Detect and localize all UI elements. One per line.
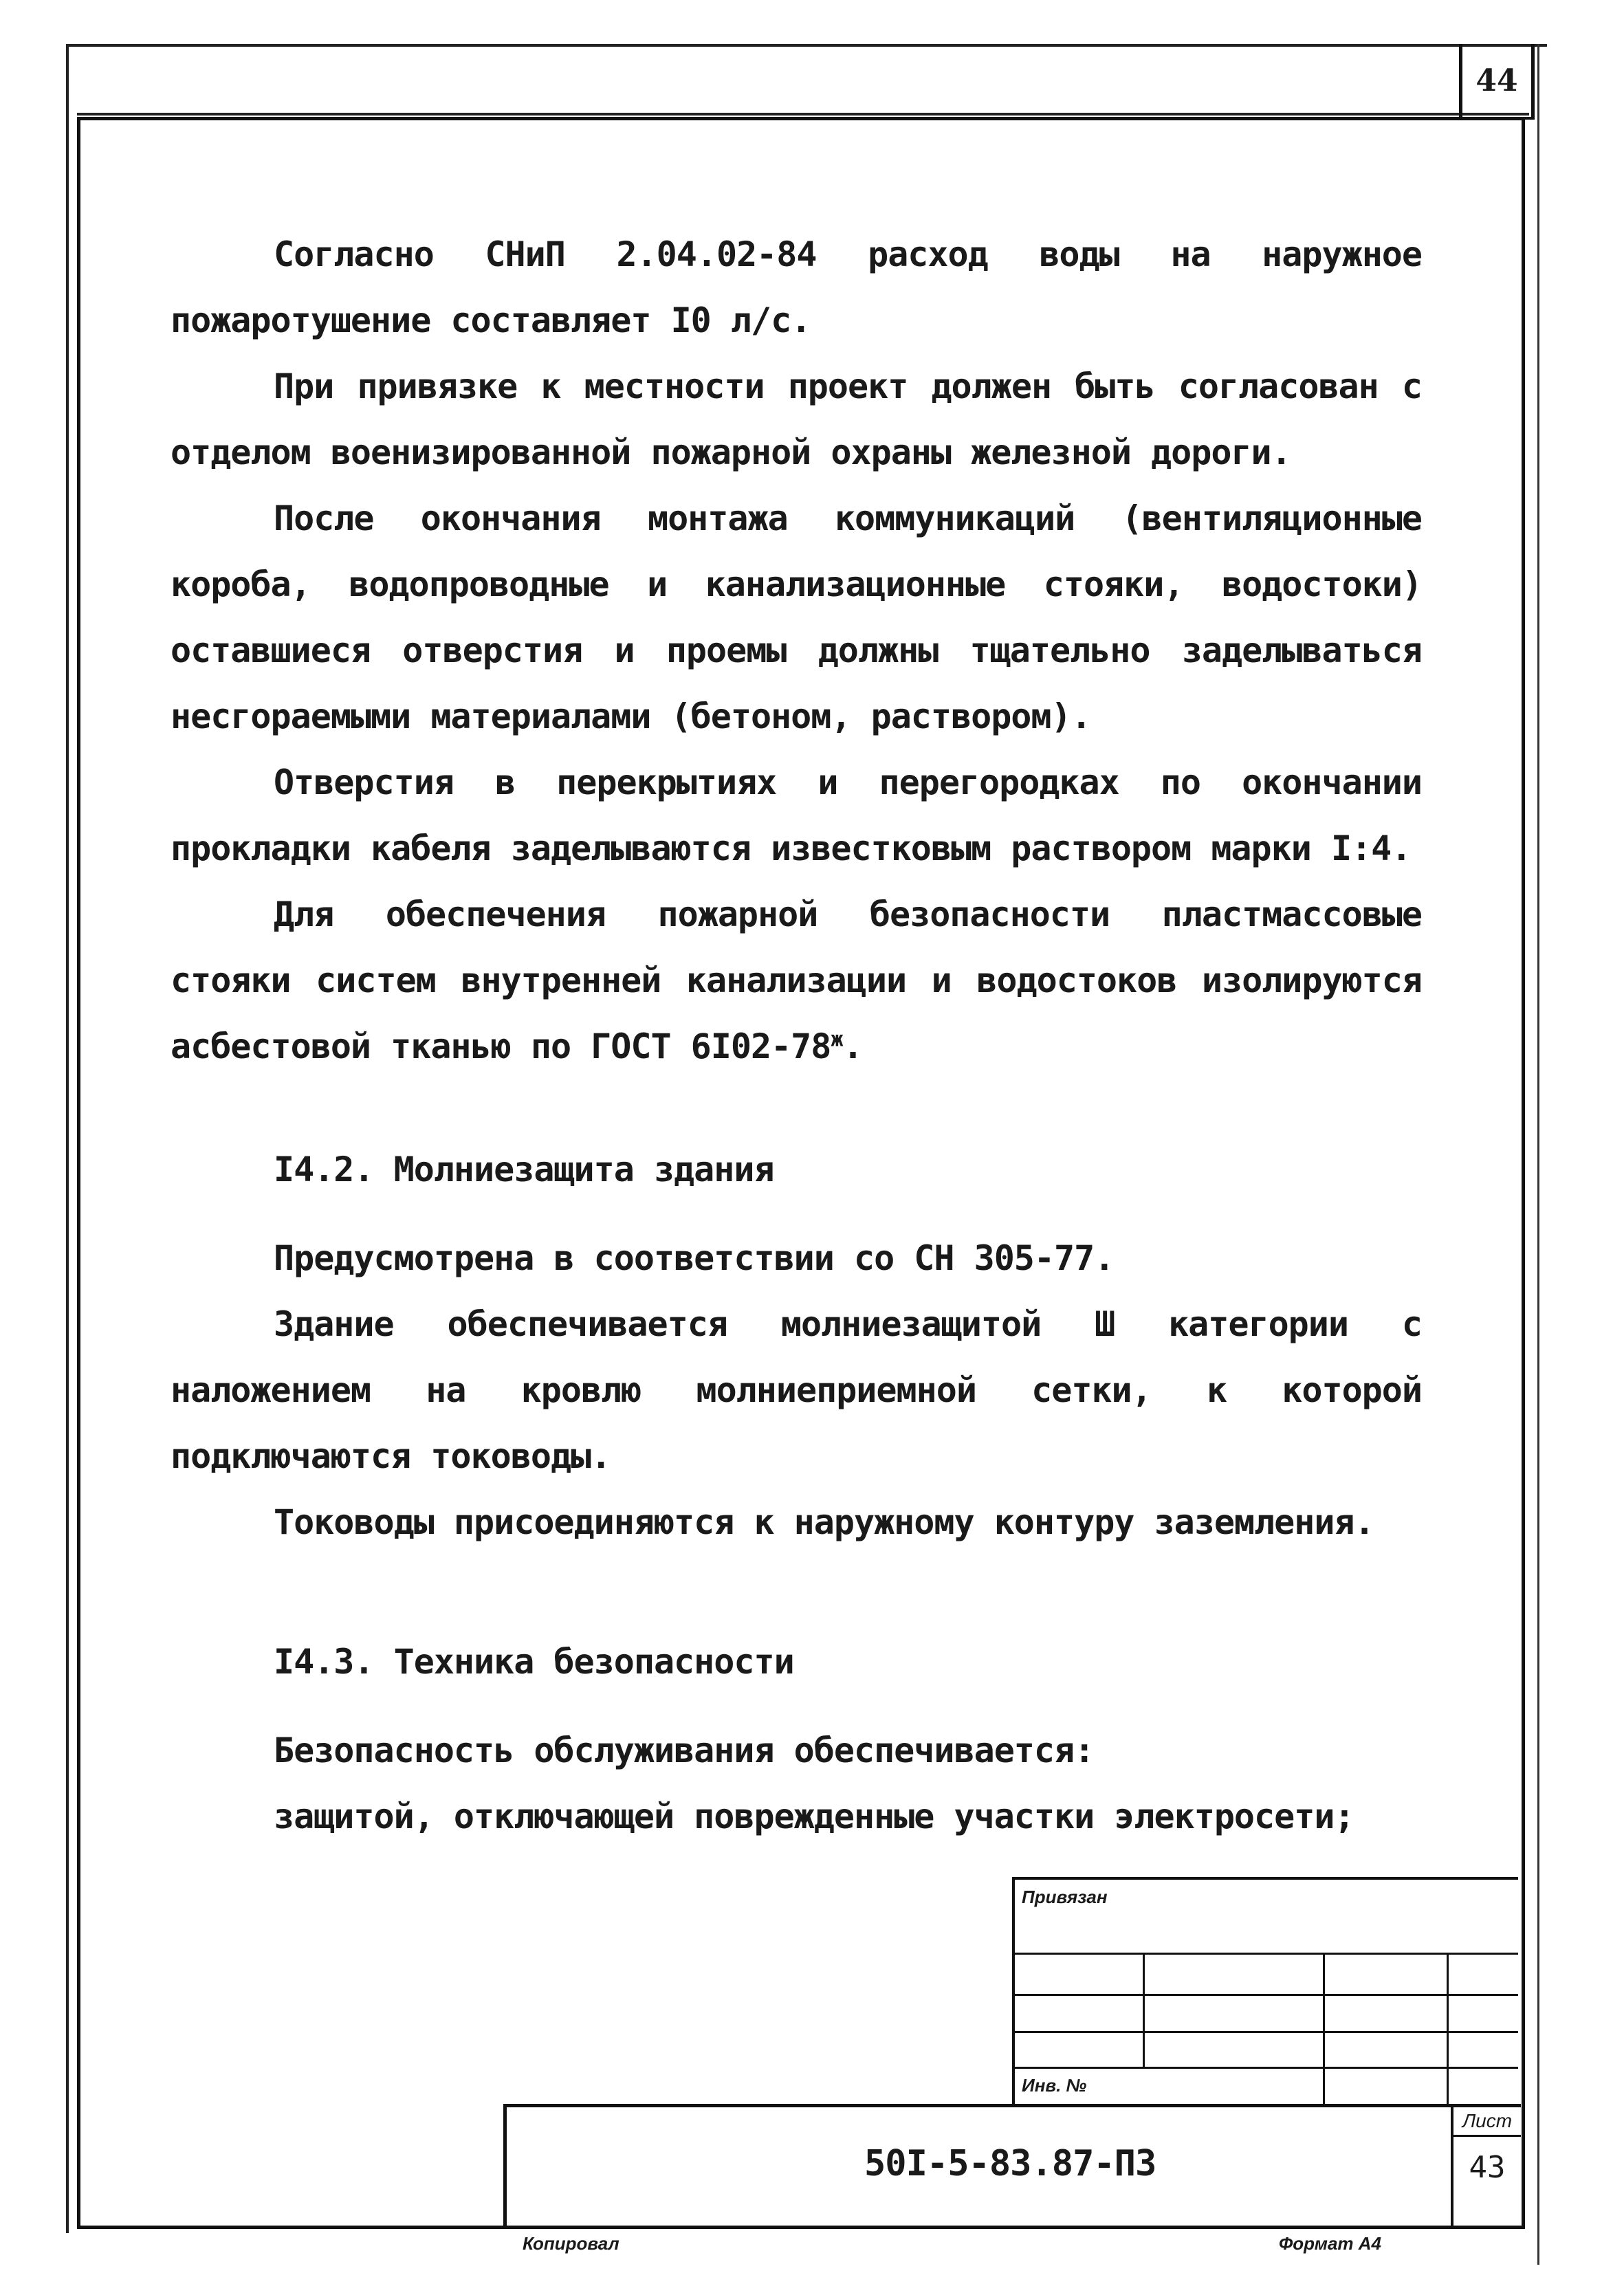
paragraph-safety-intro: Безопасность обслуживания обеспечивается: [274,1731,1095,1770]
footer-format: Формат А4 [1279,2233,1381,2254]
paragraph-protection: защитой, отключающей поврежденные участки электросети; [274,1797,1354,1836]
page-number-box [1459,44,1535,120]
top-frame-line [77,113,1529,116]
sheet-box [1451,2104,1521,2226]
paragraph-grounding: Тоководы присоединяются к наружному контуру заземления. [274,1502,1374,1542]
paragraph-coordination: При привязке к местности проект должен быть согласован с отделом военизированной пожарной охраны железной дороги. [171,366,1422,472]
paragraph-fire-safety-risers: Для обеспечения пожарной безопасности пластмассовые стояки систем внутренней канализации и водостоков изолируются асбестовой тканью по ГОСТ $6I02-78^ж$. [171,894,1422,1066]
paragraph-lightning-category: Здание обеспечивается молниезащитой Ш категории с наложением на кровлю молниеприемной сетки, к которой подключаются тоководы. [171,1304,1422,1476]
document-code: 50I-5-83.87-ПЗ [864,2143,1156,2184]
paragraph-water-consumption: Согласно СНиП 2.04.02-84 расход воды на наружное пожаротушение составляет I0 л/с. [171,234,1422,340]
paragraph-openings-sealing: После окончания монтажа коммуникаций (вентиляционные короба, водопроводные и канализационные стояки, водостоки) оставшиеся отверстия и проемы должны тщательно заделываться несгораемыми материалами (бетоном, раствором). [171,498,1422,736]
title-stamp [503,2104,1454,2226]
sheet-number: 43 [1469,2150,1506,2185]
paragraph-sn-reference: Предусмотрена в соответствии со СН 305-77. [274,1238,1115,1278]
section-heading-safety: I4.3. Техника безопасности [274,1642,794,1682]
paragraph-fire-safety-text: Для обеспечения пожарной безопасности пластмассовые стояки систем внутренней канализации и водостоков изолируются асбестовой тканью по ГОСТ 6I02-78 [171,894,1422,1066]
privyazan-label: Привязан [1022,1887,1108,1907]
section-heading-lightning: I4.2. Молниезащита здания [274,1150,774,1189]
page-number: 44 [1475,63,1518,98]
footer-copied: Копировал [523,2233,619,2254]
right-edge-line [1537,44,1539,2265]
paragraph-cable-openings: Отверстия в перекрытиях и перегородках по окончании прокладки кабеля заделываются известковым раствором марки I:4. [171,762,1422,868]
approval-grid [1012,1877,1518,2104]
inventory-number-label: Инв. № [1022,2075,1087,2096]
sheet-label: Лист [1453,2110,1521,2137]
gost-mark: ж [831,1027,843,1052]
